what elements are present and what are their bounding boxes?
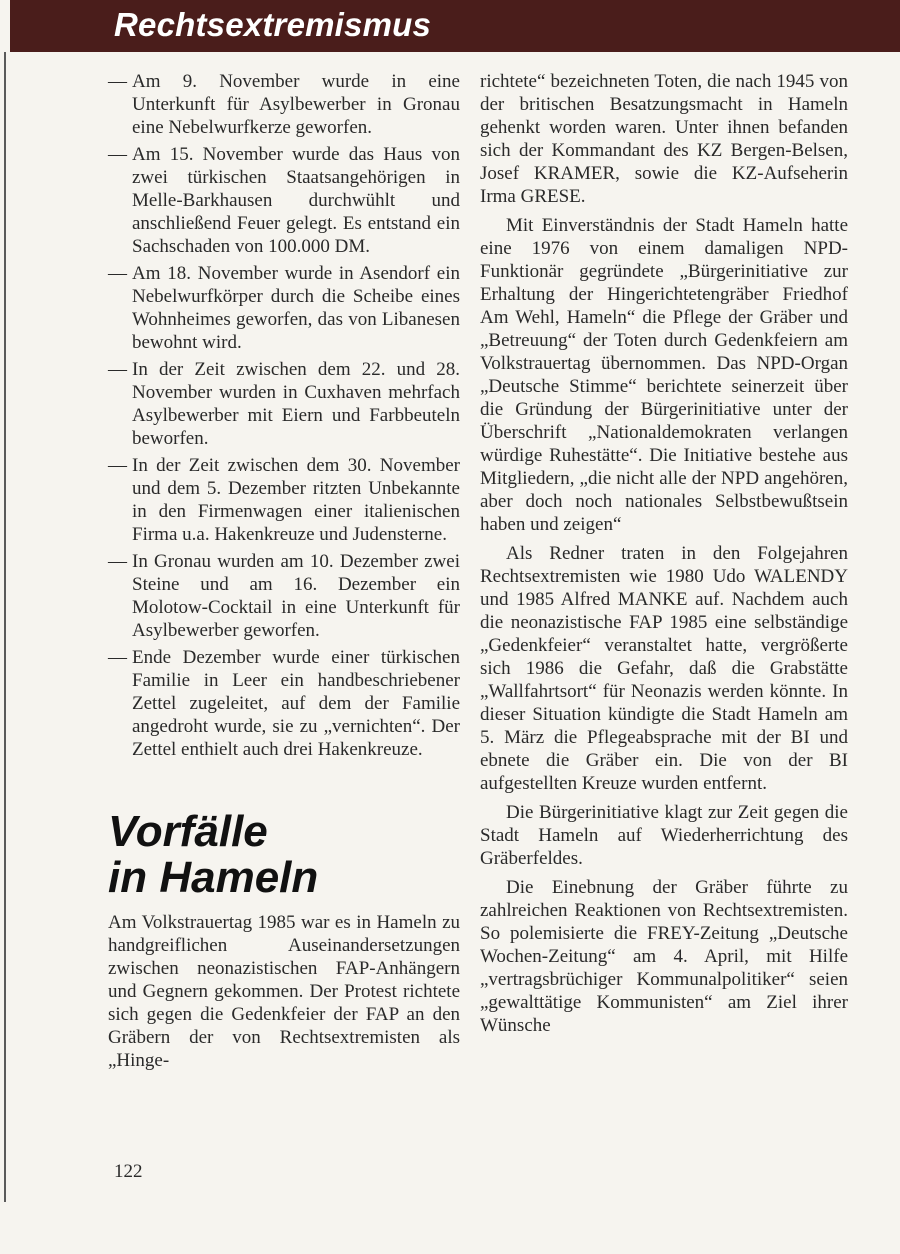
bullet-dash: — xyxy=(108,144,127,165)
bullet-dash: — xyxy=(108,551,127,572)
section-heading-line2: in Hameln xyxy=(108,853,319,902)
incident-text: In der Zeit zwischen dem 30. November und dem 5. Dezember ritzten Unbekannte in den Firmenwagen einer italienischen Firma u.a. Hakenkreuze und Judensterne. xyxy=(132,455,460,545)
incident-text: In Gronau wurden am 10. Dezember zwei Steine und am 16. Dezember ein Molotow-Cocktail in eine Unterkunft für Asylbewerber geworfen. xyxy=(132,551,460,641)
body-paragraph: Die Einebnung der Gräber führte zu zahlreichen Reaktionen von Rechtsextremisten. So polemisierte die FREY-Zeitung „Deutsche Wochen-Zeitung“ am 4. April, mit Hilfe „vertragsbrüchiger Kommunalpolitiker“ seien „gewalttätige Kommunisten“ am Ziel ihrer Wünsche xyxy=(480,877,848,1036)
incident-item xyxy=(108,262,460,354)
incident-list xyxy=(108,70,460,761)
bullet-dash: — xyxy=(108,455,127,476)
page-header-title: Rechtsextremismus xyxy=(114,6,432,43)
incident-item xyxy=(108,70,460,139)
incident-item xyxy=(108,143,460,258)
incident-item xyxy=(108,358,460,450)
incident-text: In der Zeit zwischen dem 22. und 28. November wurden in Cuxhaven mehrfach Asylbewerber mit Eiern und Farbbeuteln beworfen. xyxy=(132,359,460,449)
right-column xyxy=(480,70,848,1043)
body-paragraph: richtete“ bezeichneten Toten, die nach 1945 von der britischen Besatzungsmacht in Hameln gehenkt worden waren. Unter ihnen befanden sich der Kommandant des KZ Bergen-Belsen, Josef KRAMER, sowie die KZ-Aufseherin Irma GRESE. xyxy=(480,71,848,207)
body-paragraph: Als Redner traten in den Folgejahren Rechtsextremisten wie 1980 Udo WALENDY und 1985 Alfred MANKE auf. Nachdem auch die neonazistische FAP 1985 eine selbständige „Gedenkfeier“ veranstaltet hatte, vergrößerte sich 1986 die Gefahr, daß die Grabstätte „Wallfahrtsort“ für Neonazis werden könnte. In dieser Situation kündigte die Stadt Hameln am 5. März die Pflegeabsprache mit der BI und ebnete die Gräber ein. Die von der BI aufgestellten Kreuze wurden entfernt. xyxy=(480,543,848,794)
incident-text: Am 9. November wurde in eine Unterkunft für Asylbewerber in Gronau eine Nebelwurfkerze geworfen. xyxy=(132,71,460,138)
bullet-dash: — xyxy=(108,71,127,92)
section-heading-line1: Vorfälle xyxy=(108,807,268,856)
bullet-dash: — xyxy=(108,263,127,284)
intro-paragraph: Am Volkstrauertag 1985 war es in Hameln zu handgreiflichen Auseinandersetzungen zwischen neonazistischen FAP-Anhängern und Gegnern gekommen. Der Protest richtete sich gegen die Gedenkfeier der FAP an den Gräbern der von Rechtsextremisten als „Hinge- xyxy=(108,912,460,1071)
incident-item xyxy=(108,454,460,546)
bullet-dash: — xyxy=(108,647,127,668)
section-heading xyxy=(108,809,460,901)
left-column xyxy=(108,70,460,1078)
incident-text: Am 18. November wurde in Asendorf ein Nebelwurfkörper durch die Scheibe eines Wohnheimes geworfen, das von Libanesen bewohnt wird. xyxy=(132,263,460,353)
incident-text: Am 15. November wurde das Haus von zwei türkischen Staatsangehörigen in Melle-Barkhausen durchwühlt und anschließend Feuer gelegt. Es entstand ein Sachschaden von 100.000 DM. xyxy=(132,144,460,257)
incident-text: Ende Dezember wurde einer türkischen Familie in Leer ein handbeschriebener Zettel zugeleitet, auf dem der Familie angedroht wurde, sie zu „vernichten“. Der Zettel enthielt auch drei Hakenkreuze. xyxy=(132,647,460,760)
bullet-dash: — xyxy=(108,359,127,380)
left-margin-rule xyxy=(4,52,6,1202)
body-paragraph: Mit Einverständnis der Stadt Hameln hatte eine 1976 von einem damaligen NPD-Funktionär gegründete „Bürgerinitiative zur Erhaltung der Hingerichtetengräber Friedhof Am Wehl, Hameln“ die Pflege der Gräber und „Betreuung“ der Toten durch Gedenkfeiern am Volkstrauertag übernommen. Das NPD-Organ „Deutsche Stimme“ berichtete seinerzeit über die Gründung der Bürgerinitiative unter der Überschrift „Nationaldemokraten verlangen würdige Ruhestätte“. Die Initiative bestehe aus Mitgliedern, „die nicht alle der NPD angehören, aber doch noch nationales Selbstbewußtsein haben und zeigen“ xyxy=(480,215,848,535)
page-number: 122 xyxy=(114,1161,143,1182)
incident-item xyxy=(108,646,460,761)
body-paragraph: Die Bürgerinitiative klagt zur Zeit gegen die Stadt Hameln auf Wiederherrichtung des Gräberfeldes. xyxy=(480,802,848,869)
incident-item xyxy=(108,550,460,642)
